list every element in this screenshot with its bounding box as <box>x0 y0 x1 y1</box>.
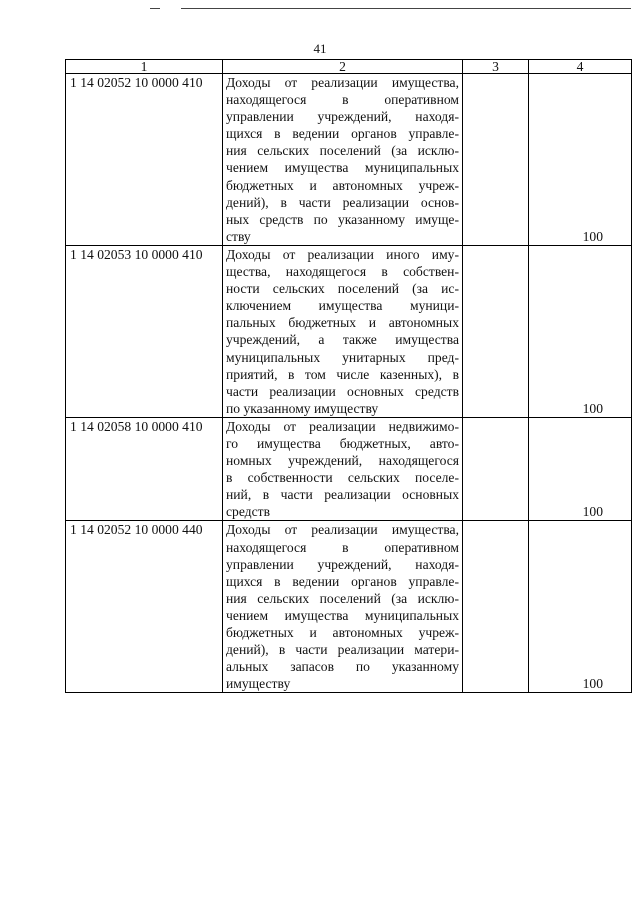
income-description <box>223 245 463 417</box>
description-line: го имущества бюджетных, авто- <box>226 435 459 451</box>
column-4-value: 100 <box>529 245 632 417</box>
table-row <box>66 74 632 246</box>
description-line: по указанному имуществу <box>226 400 379 416</box>
description-line: средств <box>226 504 270 520</box>
header-col-3: 3 <box>463 60 529 74</box>
description-line: дений), в части реализации основ- <box>226 194 459 210</box>
description-line: Доходы от реализации иного иму- <box>226 246 459 262</box>
description-line: имуществу <box>226 676 291 692</box>
description-line: Доходы от реализации имущества, <box>226 522 459 538</box>
description-line: части реализации основных средств <box>226 383 459 399</box>
budget-code: 1 14 02052 10 0000 440 <box>66 521 223 693</box>
description-line: ния сельских поселений (за исклю- <box>226 590 459 606</box>
table-row <box>66 521 632 693</box>
budget-code: 1 14 02052 10 0000 410 <box>66 74 223 246</box>
description-line: бюджетных и автономных учреж- <box>226 177 459 193</box>
header-col-1: 1 <box>66 60 223 74</box>
column-3-value <box>463 417 529 521</box>
description-line: ных средств по указанному имуще- <box>226 211 459 227</box>
description-line: учреждений, а также имущества <box>226 332 459 348</box>
description-line: находящегося в оперативном <box>226 539 459 555</box>
column-3-value <box>463 74 529 246</box>
income-description <box>223 417 463 521</box>
column-3-value <box>463 245 529 417</box>
header-col-2: 2 <box>223 60 463 74</box>
description-line: управлении учреждений, находя- <box>226 556 459 572</box>
table-row <box>66 245 632 417</box>
budget-table <box>65 59 632 693</box>
column-4-value: 100 <box>529 417 632 521</box>
column-4-value: 100 <box>529 521 632 693</box>
column-3-value <box>463 521 529 693</box>
description-line: Доходы от реализации недвижимо- <box>226 418 459 434</box>
description-line: ния сельских поселений (за исклю- <box>226 143 459 159</box>
description-line: щества, находящегося в собствен- <box>226 264 459 280</box>
description-line: ности сельских поселений (за ис- <box>226 281 459 297</box>
table-row <box>66 417 632 521</box>
description-line: бюджетных и автономных учреж- <box>226 625 459 640</box>
column-4-value: 100 <box>529 74 632 246</box>
page-number: 41 <box>313 41 327 56</box>
income-description <box>223 74 463 246</box>
description-line: в собственности сельских поселе- <box>226 470 459 486</box>
description-line: управлении учреждений, находя- <box>226 109 459 125</box>
description-line: муниципальных унитарных пред- <box>226 349 459 365</box>
table-header-row <box>66 60 632 74</box>
description-line: чением имущества муниципальных <box>226 607 459 623</box>
description-line: щихся в ведении органов управле- <box>226 573 459 589</box>
budget-code: 1 14 02053 10 0000 410 <box>66 245 223 417</box>
scan-artifact-line <box>181 8 631 9</box>
description-line: приятий, в том числе казенных), в <box>226 366 459 382</box>
description-line: находящегося в оперативном <box>226 92 459 108</box>
description-line: ству <box>226 228 251 244</box>
budget-code: 1 14 02058 10 0000 410 <box>66 417 223 521</box>
description-line: дений), в части реализации матери- <box>226 642 459 658</box>
description-line: Доходы от реализации имущества, <box>226 75 459 90</box>
description-line: номных учреждений, находящегося <box>226 453 459 469</box>
header-col-4: 4 <box>529 60 632 74</box>
scan-artifact-line <box>150 8 160 9</box>
description-line: ний, в части реализации основных <box>226 487 459 503</box>
description-line: ключением имущества муници- <box>226 298 459 314</box>
description-line: чением имущества муниципальных <box>226 160 459 176</box>
description-line: альных запасов по указанному <box>226 659 459 675</box>
income-description <box>223 521 463 693</box>
description-line: щихся в ведении органов управле- <box>226 126 459 142</box>
description-line: пальных бюджетных и автономных <box>226 315 459 331</box>
